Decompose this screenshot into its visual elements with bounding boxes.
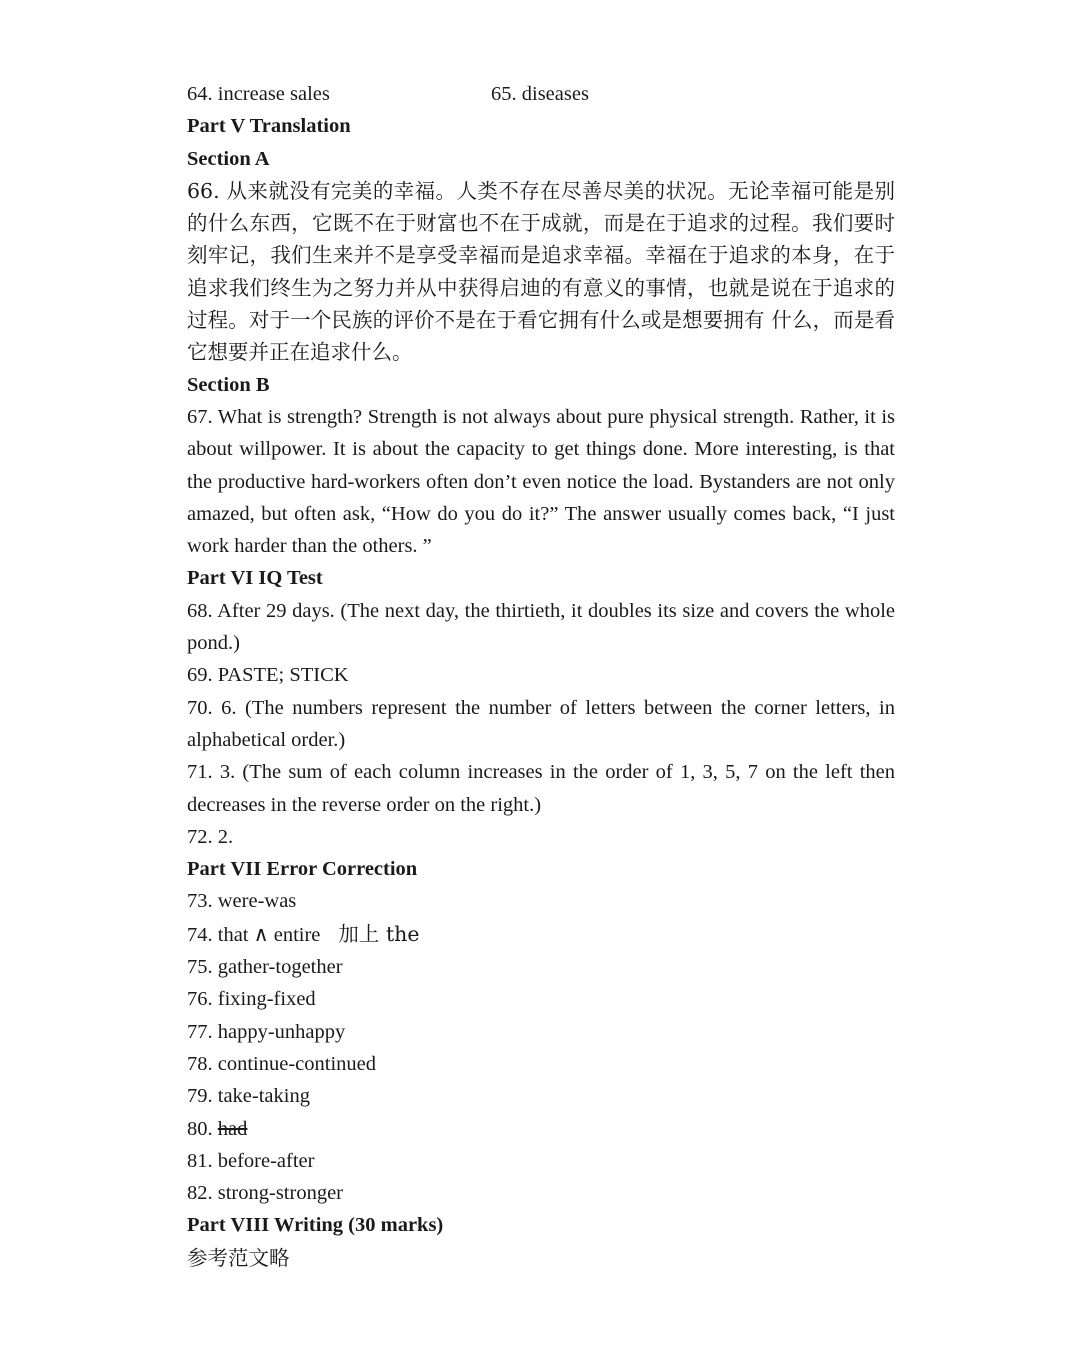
answer-80: [187, 1113, 895, 1145]
answer-row-64-65: [187, 78, 895, 110]
answer-65: 65. diseases: [491, 83, 589, 105]
answer-71: 71. 3. (The sum of each column increases in the order of 1, 3, 5, 7 on the left then decreases in the reverse order on the right.): [187, 761, 895, 816]
part-vi-heading: Part VI IQ Test: [187, 567, 323, 590]
answer-78: 78. continue-continued: [187, 1052, 377, 1075]
writing-sample-note: 参考范文略: [187, 1245, 290, 1270]
answer-66-translation: 66. 从来就没有完美的幸福。人类不存在尽善尽美的状况。无论幸福可能是别的什么东西，它既不在于财富也不在于成就，而是在于追求的过程。我们要时刻牢记，我们生来并不是享受幸福而是追求幸福。幸福在于追求的本身，在于追求我们终生为之努力并从中获得启迪的有意义的事情，也就是说在于追求的过程。对于一个民族的评价不是在于看它拥有什么或是想要拥有 什么，而是看它想要并正在追求什么。: [187, 178, 895, 365]
answer-key-page: [187, 78, 895, 1274]
part-viii-heading: Part VIII Writing (30 marks): [187, 1214, 444, 1237]
part-v-heading: Part V Translation: [187, 115, 351, 138]
answer-74-note: 加上 the: [338, 921, 420, 946]
answer-82: 82. strong-stronger: [187, 1182, 344, 1205]
answer-75: 75. gather-together: [187, 956, 343, 979]
answer-73: 73. were-was: [187, 890, 297, 913]
answer-67-translation: 67. What is strength? Strength is not always about pure physical strength. Rather, it is about willpower. It is about the capacity to get things done. More interesting, is that the productive hard-workers often don’t even notice the load. Bystanders are not only amazed, but often ask, “How do you do it?” The answer usually comes back, “I just work harder than the others. ”: [187, 405, 895, 558]
answer-77: 77. happy-unhappy: [187, 1020, 346, 1043]
section-b-heading: Section B: [187, 373, 270, 396]
answer-74: [187, 918, 895, 951]
answer-64: 64. increase sales: [187, 83, 330, 105]
answer-70: 70. 6. (The numbers represent the number of letters between the corner letters, in alphabetical order.): [187, 696, 895, 751]
section-a-heading: Section A: [187, 147, 270, 170]
answer-79: 79. take-taking: [187, 1085, 310, 1108]
answer-81: 81. before-after: [187, 1149, 315, 1172]
part-vii-heading: Part VII Error Correction: [187, 858, 418, 881]
answer-69: 69. PASTE; STICK: [187, 664, 349, 687]
answer-76: 76. fixing-fixed: [187, 988, 316, 1011]
answer-68: 68. After 29 days. (The next day, the thirtieth, it doubles its size and covers the whole pond.): [187, 599, 895, 655]
answer-72: 72. 2.: [187, 825, 234, 848]
answer-80-number: 80.: [187, 1117, 213, 1140]
answer-74-text: 74. that ∧ entire: [187, 923, 321, 946]
answer-80-struck-word: had: [217, 1117, 248, 1140]
